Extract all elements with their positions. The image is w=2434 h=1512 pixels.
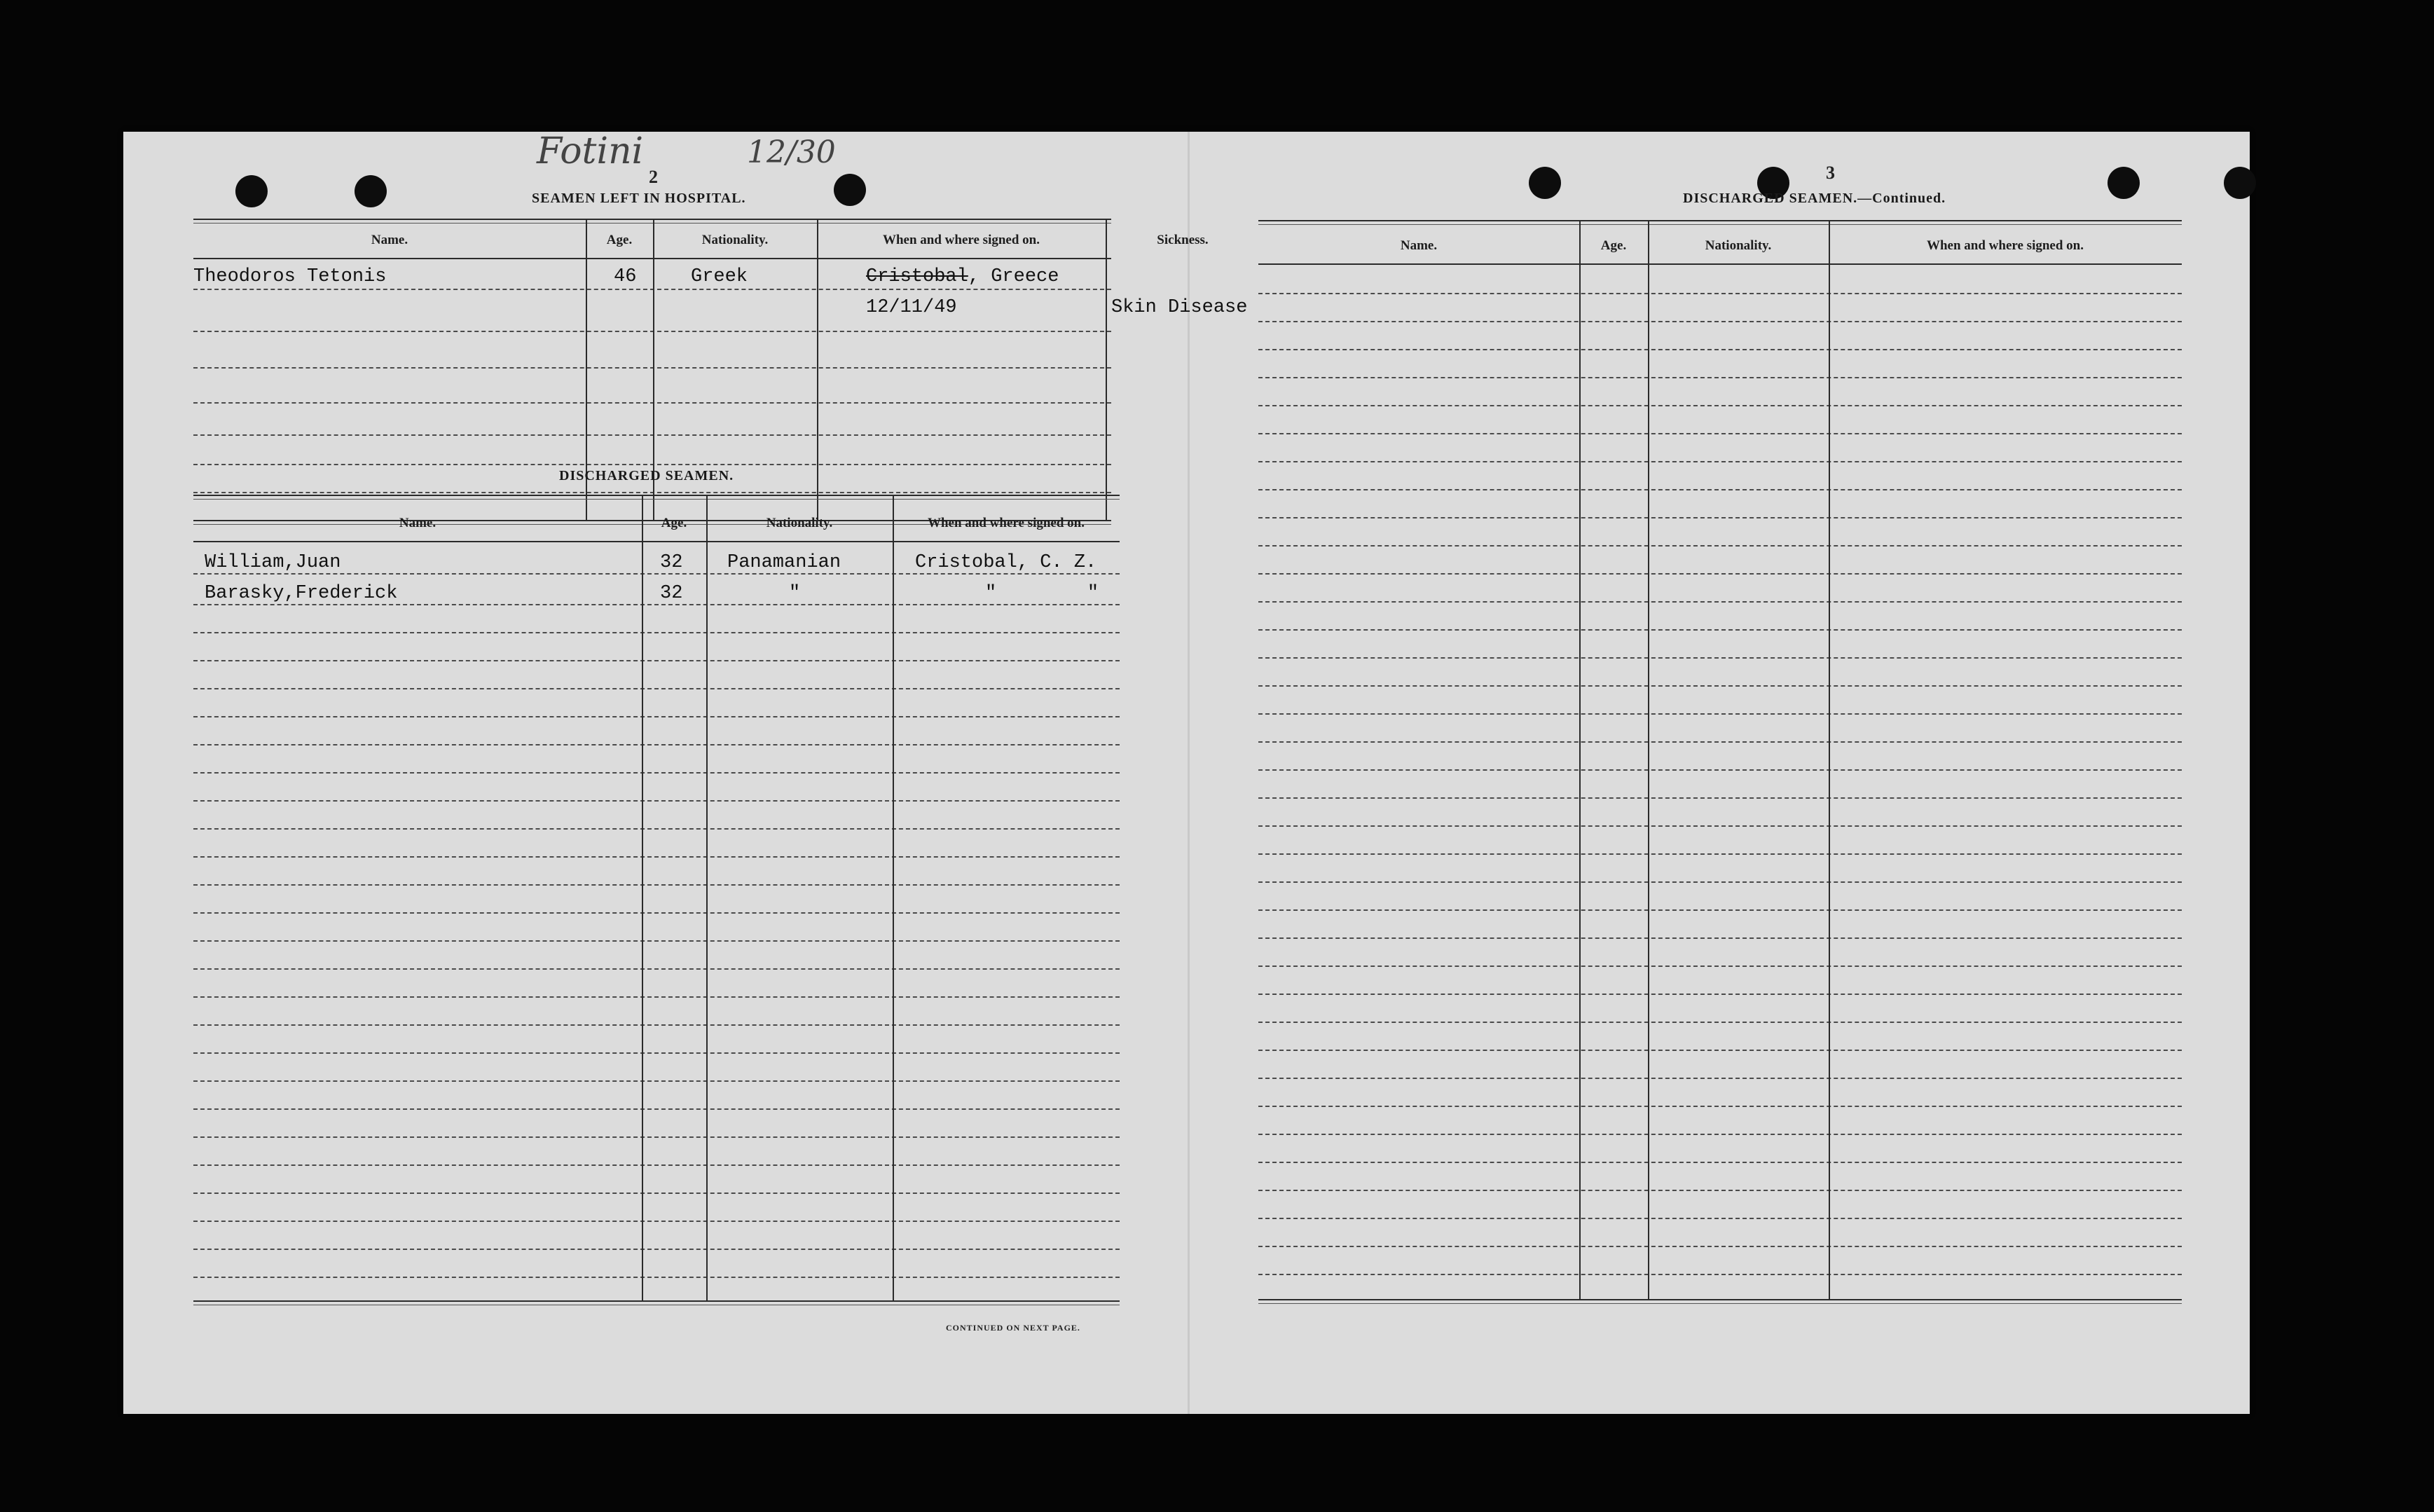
punch-hole	[235, 175, 268, 207]
discharged-row-age: 32	[660, 583, 683, 604]
discharged-row-nationality: "	[789, 583, 801, 604]
hospital-row-age: 46	[614, 266, 637, 287]
hospital-row-sickness: Skin Disease	[1111, 297, 1248, 318]
discharged-row-name: Barasky,Frederick	[205, 583, 398, 604]
col-header-signed-on: When and where signed on.	[927, 516, 1085, 530]
hospital-row-signed-date: 12/11/49	[866, 297, 957, 318]
struck-place: Cristobal	[866, 266, 968, 287]
discharged-row-nationality: Panamanian	[727, 552, 841, 573]
col-header-name: Name.	[371, 233, 408, 247]
col-header-sickness: Sickness.	[1157, 233, 1209, 247]
signed-on-place: , Greece	[968, 266, 1059, 287]
hospital-row-name: Theodoros Tetonis	[193, 266, 387, 287]
page-number: 3	[1826, 163, 1835, 183]
hospital-row-nationality: Greek	[691, 266, 748, 287]
left-page	[123, 130, 1248, 1414]
discharged-row-age: 32	[660, 552, 683, 573]
col-header-name: Name.	[1400, 238, 1438, 253]
punch-hole	[2108, 167, 2140, 199]
discharged-row-name: William,Juan	[205, 552, 341, 573]
document-sheet	[123, 132, 2250, 1414]
hospital-row-signed-on	[866, 266, 1059, 287]
col-header-signed-on: When and where signed on.	[882, 233, 1040, 247]
handwritten-ship-name: Fotini	[537, 130, 644, 172]
handwritten-date: 12/30	[747, 135, 836, 170]
col-header-signed-on: When and where signed on.	[1926, 238, 2084, 253]
punch-hole	[1529, 167, 1561, 199]
discharged-continued-table	[1258, 220, 2182, 1327]
continued-footer: CONTINUED ON NEXT PAGE.	[946, 1323, 1080, 1333]
col-header-age: Age.	[606, 233, 633, 247]
page-number: 2	[649, 167, 658, 187]
col-header-nationality: Nationality.	[766, 516, 833, 530]
punch-hole	[355, 175, 387, 207]
discharged-section-title: DISCHARGED SEAMEN.	[559, 468, 734, 483]
col-header-age: Age.	[1600, 238, 1627, 253]
col-header-nationality: Nationality.	[1705, 238, 1772, 253]
punch-hole	[2224, 167, 2256, 199]
discharged-table	[193, 495, 1120, 1328]
punch-hole	[834, 174, 866, 206]
right-page	[1188, 132, 2250, 1414]
hospital-section-title: SEAMEN LEFT IN HOSPITAL.	[532, 191, 746, 206]
right-section-title: DISCHARGED SEAMEN.—Continued.	[1683, 191, 1946, 206]
discharged-row-signed-on: Cristobal, C. Z.	[915, 552, 1097, 573]
col-header-name: Name.	[399, 516, 436, 530]
col-header-nationality: Nationality.	[701, 233, 769, 247]
col-header-age: Age.	[661, 516, 687, 530]
discharged-row-signed-on: " "	[985, 583, 1099, 604]
